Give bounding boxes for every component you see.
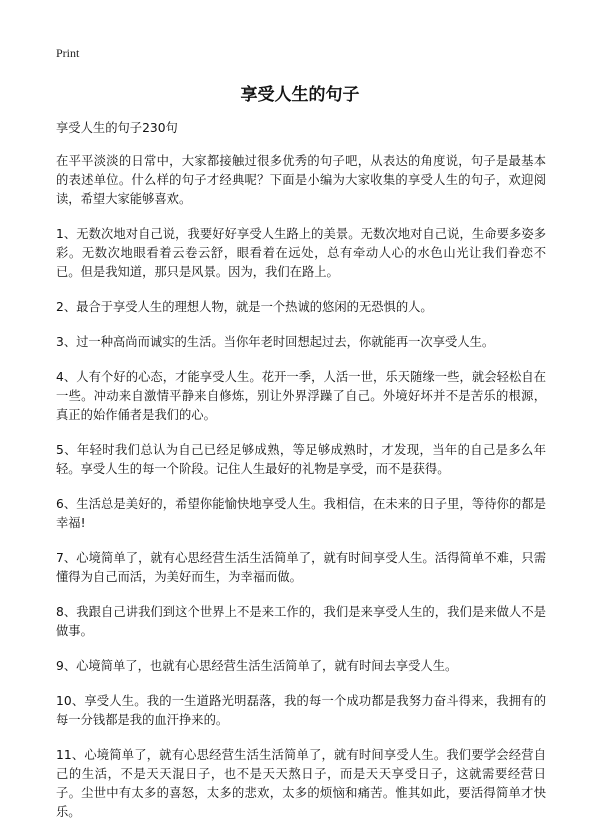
article-body — [56, 119, 546, 838]
list-item: 1、无数次地对自己说，我要好好享受人生路上的美景。无数次地对自己说，生命要多姿多彩。无数次地眼看着云卷云舒，眼看着在远处，总有牵动人心的水色山光让我们眷恋不已。但是我知道，那只是风景。因为，我们在路上。 — [56, 227, 546, 279]
list-item: 8、我跟自己讲我们到这个世界上不是来工作的，我们是来享受人生的，我们是来做人不是做事。 — [56, 605, 546, 638]
list-item: 9、心境简单了，也就有心思经营生活生活简单了，就有时间去享受人生。 — [56, 659, 458, 673]
intro-paragraph: 在平平淡淡的日常中，大家都接触过很多优秀的句子吧，从表达的角度说，句子是最基本的表述单位。什么样的句子才经典呢？下面是小编为大家收集的享受人生的句子，欢迎阅读，希望大家能够喜欢。 — [56, 154, 546, 206]
article-subtitle: 享受人生的句子230句 — [56, 121, 178, 135]
list-item: 7、心境简单了，就有心思经营生活生活简单了，就有时间享受人生。活得简单不难，只需懂得为自己而活，为美好而生，为幸福而做。 — [56, 551, 546, 584]
page-title: 享受人生的句子 — [240, 85, 360, 105]
list-item: 4、人有个好的心态，才能享受人生。花开一季，人活一世，乐天随缘一些，就会轻松自在一些。冲动来自激情平静来自修炼，别让外界浮躁了自己。外境好坏并不是苦乐的根源，真正的始作俑者是我们的心。 — [56, 370, 546, 422]
list-item: 10、享受人生。我的一生道路光明磊落，我的每一个成功都是我努力奋斗得来，我拥有的每一分钱都是我的血汗挣来的。 — [56, 694, 546, 727]
print-link[interactable]: Print — [56, 46, 80, 60]
list-item: 3、过一种高尚而诚实的生活。当你年老时回想起过去，你就能再一次享受人生。 — [56, 335, 495, 349]
list-item: 5、年轻时我们总认为自己已经足够成熟，等足够成熟时，才发现，当年的自己是多么年轻。享受人生的每一个阶段。记住人生最好的礼物是享受，而不是获得。 — [56, 443, 546, 476]
list-item: 2、最合于享受人生的理想人物，就是一个热诚的悠闲的无恐惧的人。 — [56, 300, 433, 314]
list-item: 11、心境简单了，就有心思经营生活生活简单了，就有时间享受人生。我们要学会经营自己的生活，不是天天混日子，也不是天天熬日子，而是天天享受日子，这就需要经营日子。尘世中有太多的喜怒，太多的悲欢，太多的烦恼和痛苦。惟其如此，要活得简单才快乐。 — [56, 748, 546, 819]
list-item: 6、生活总是美好的，希望你能愉快地享受人生。我相信，在未来的日子里，等待你的都是幸福! — [56, 497, 546, 530]
